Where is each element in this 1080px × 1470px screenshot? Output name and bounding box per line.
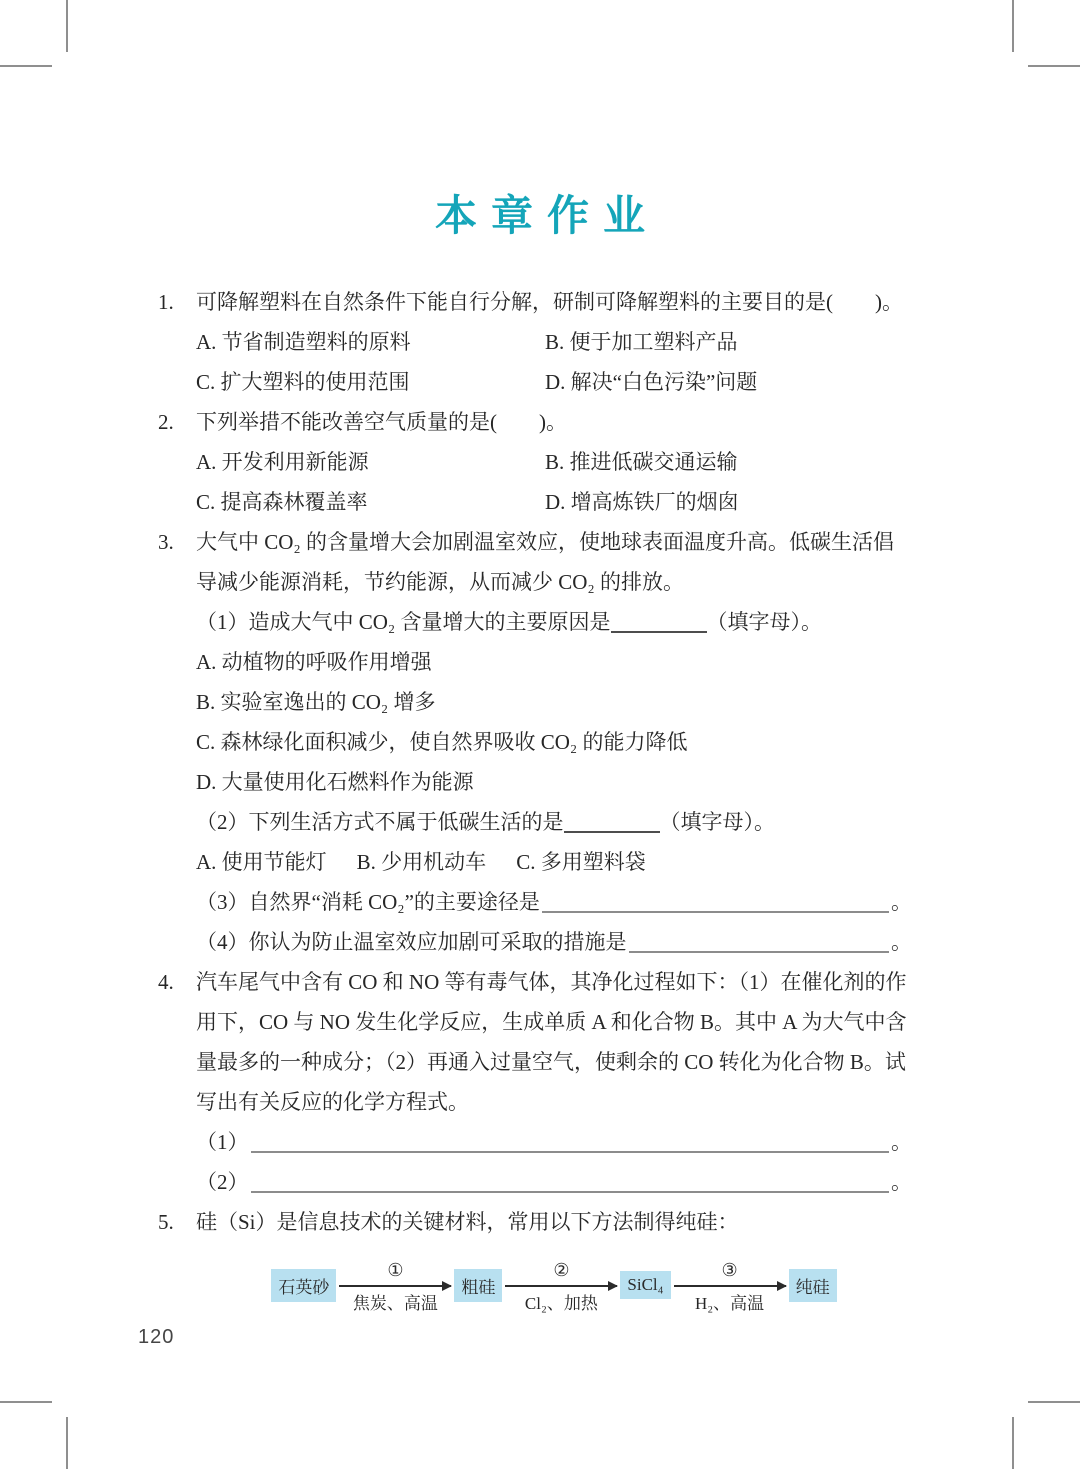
- q3-part1-option-a: A. 动植物的呼吸作用增强: [196, 650, 432, 674]
- question-stem: 硅（Si）是信息技术的关键材料，常用以下方法制得纯硅：: [196, 1210, 739, 1234]
- fill-blank-line: [540, 882, 891, 922]
- fill-blank-line: [249, 1162, 892, 1202]
- question-number: 4.: [158, 970, 174, 994]
- question-1: [158, 282, 912, 402]
- crop-mark-bottom-right-horizontal: [1028, 1401, 1080, 1403]
- question-number: 5.: [158, 1210, 174, 1234]
- arrow-right-icon: [339, 1285, 451, 1287]
- q3-part2-option-c: C. 多用塑料袋: [516, 850, 646, 874]
- diagram-step-3: [674, 1256, 786, 1315]
- q3-part1-option-c: C. 森林绿化面积减少，使自然界吸收 CO₂ 的能力降低: [196, 730, 688, 754]
- circled-number-3: ③: [721, 1259, 738, 1280]
- q4-equation-blank-1: （1） 。: [196, 1122, 912, 1162]
- q3-part2-options: [196, 842, 912, 882]
- question-stem: 大气中 CO₂ 的含量增大会加剧温室效应，使地球表面温度升高。低碳生活倡导减少能源消耗，节约能源，从而减少 CO₂ 的排放。: [196, 530, 894, 594]
- question-4: [158, 962, 912, 1202]
- q3-part-2: （2）下列生活方式不属于低碳生活的是 （填字母）。: [196, 810, 775, 834]
- crop-mark-top-left-horizontal: [0, 65, 52, 67]
- diagram-step-2: [505, 1256, 617, 1315]
- q1-option-c: C. 扩大塑料的使用范围: [196, 370, 410, 394]
- crop-mark-bottom-left-horizontal: [0, 1401, 52, 1403]
- diagram-step-1: [339, 1256, 451, 1315]
- q1-option-b: B. 便于加工塑料产品: [545, 330, 738, 354]
- crop-mark-bottom-left-vertical: [66, 1417, 68, 1469]
- circled-number-1: ①: [387, 1259, 404, 1280]
- question-1-options: [196, 322, 912, 402]
- question-number: 3.: [158, 530, 174, 554]
- question-stem: 下列举措不能改善空气质量的是( )。: [196, 410, 567, 434]
- q4-equation-blank-2: （2） 。: [196, 1162, 912, 1202]
- q3-part-1: （1）造成大气中 CO₂ 含量增大的主要原因是 （填字母）。: [196, 610, 822, 634]
- crop-mark-top-right-vertical: [1012, 0, 1014, 52]
- q1-option-d: D. 解决“白色污染”问题: [545, 370, 758, 394]
- q2-option-d: D. 增高炼铁厂的烟囱: [545, 490, 739, 514]
- question-2: [158, 402, 912, 522]
- diagram-step-condition: 焦炭、高温: [352, 1293, 438, 1313]
- homework-content: [158, 282, 912, 1324]
- diagram-step-condition: Cl₂、加热: [524, 1293, 598, 1313]
- fill-blank: [611, 627, 707, 629]
- question-stem: 汽车尾气中含有 CO 和 NO 等有毒气体，其净化过程如下：（1）在催化剂的作用下，CO 与 NO 发生化学反应，生成单质 A 和化合物 B。其中 A 为大气中含量最多的一种成分；（2）再通入过量空气，使剩余的 CO 转化为化合物 B。试写出有关反应的化学方程式。: [196, 970, 907, 1114]
- diagram-box-sicl4: SiCl₄: [620, 1271, 670, 1299]
- diagram-box-crude-silicon: 粗硅: [454, 1269, 502, 1302]
- crop-mark-bottom-right-vertical: [1012, 1417, 1014, 1469]
- question-stem: 可降解塑料在自然条件下能自行分解，研制可降解塑料的主要目的是( )。: [196, 290, 903, 314]
- q3-part-4: （4）你认为防止温室效应加剧可采取的措施是 。: [196, 922, 912, 962]
- question-3: [158, 522, 912, 962]
- q1-option-a: A. 节省制造塑料的原料: [196, 330, 411, 354]
- diagram-box-pure-silicon: 纯硅: [789, 1269, 837, 1302]
- q3-part2-option-a: A. 使用节能灯: [196, 850, 327, 874]
- diagram-step-condition: H₂、高温: [694, 1293, 765, 1313]
- q2-option-a: A. 开发利用新能源: [196, 450, 369, 474]
- page-number: 120: [138, 1326, 175, 1348]
- q2-option-b: B. 推进低碳交通运输: [545, 450, 738, 474]
- q3-part2-option-b: B. 少用机动车: [356, 850, 487, 874]
- arrow-right-icon: [674, 1285, 786, 1287]
- arrow-right-icon: [505, 1285, 617, 1287]
- question-number: 2.: [158, 410, 174, 434]
- diagram-box-quartz-sand: 石英砂: [271, 1269, 336, 1302]
- crop-mark-top-right-horizontal: [1028, 65, 1080, 67]
- silicon-process-diagram: [196, 1246, 912, 1324]
- fill-blank-line: [249, 1122, 892, 1162]
- question-5: [158, 1202, 912, 1324]
- q3-part-3: （3）自然界“消耗 CO₂”的主要途径是 。: [196, 882, 912, 922]
- question-2-options: [196, 442, 912, 522]
- circled-number-2: ②: [553, 1259, 570, 1280]
- q2-option-c: C. 提高森林覆盖率: [196, 490, 368, 514]
- crop-mark-top-left-vertical: [66, 0, 68, 52]
- question-number: 1.: [158, 290, 174, 314]
- fill-blank-line: [627, 922, 892, 962]
- page-title: 本章作业: [434, 192, 659, 239]
- q3-part1-option-b: B. 实验室逸出的 CO₂ 增多: [196, 690, 436, 714]
- q3-part1-option-d: D. 大量使用化石燃料作为能源: [196, 770, 474, 794]
- fill-blank: [564, 827, 660, 829]
